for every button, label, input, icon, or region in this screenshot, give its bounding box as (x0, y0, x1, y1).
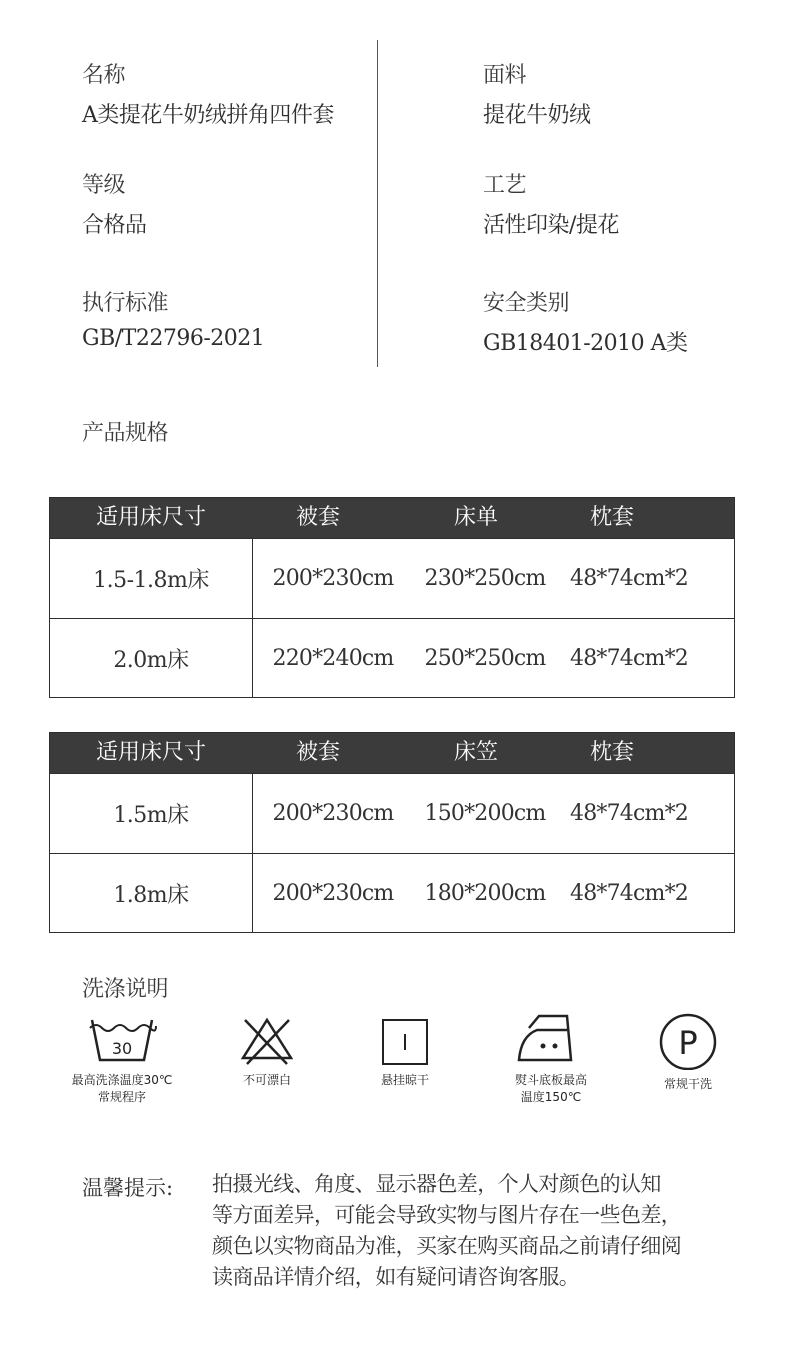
care-label: 熨斗底板最高 温度150℃ (514, 1073, 587, 1104)
fitted-sheet-cell: 180*200cm (424, 880, 546, 906)
bed-size-cell: 1.5m床 (50, 774, 253, 853)
iron-medium-icon (511, 1010, 591, 1066)
do-not-bleach-icon (231, 1010, 303, 1066)
header-sheet: 床单 (453, 505, 498, 530)
care-no-bleach (192, 1010, 342, 1089)
fabric-label: 面料 (483, 63, 527, 88)
header-bed-size: 适用床尺寸 (95, 505, 206, 530)
duvet-cell: 200*230cm (272, 880, 394, 906)
care-label: 最高洗涤温度30℃ 常规程序 (71, 1073, 173, 1104)
table-header (50, 733, 734, 773)
header-duvet: 被套 (295, 740, 340, 765)
tips-line: 颜色以实物商品为准，买家在购买商品之前请仔细阅 (212, 1234, 682, 1258)
process-label: 工艺 (483, 173, 527, 198)
header-pillowcase: 枕套 (589, 740, 634, 765)
care-dry-clean (613, 1010, 763, 1093)
dry-clean-p-icon (652, 1010, 724, 1070)
standard-value: GB/T22796-2021 (82, 326, 265, 351)
fabric-value: 提花牛奶绒 (483, 103, 591, 128)
spec-title: 产品规格 (82, 421, 169, 446)
spec-table-2 (49, 732, 735, 933)
dry-clean-letter: P (678, 1024, 698, 1062)
header-pillowcase: 枕套 (589, 505, 634, 530)
bed-size-cell: 1.8m床 (50, 854, 253, 932)
safety-label: 安全类别 (483, 291, 570, 316)
tips-body (212, 1169, 681, 1293)
bed-size-cell: 1.5-1.8m床 (50, 539, 253, 618)
pillowcase-cell: 48*74cm*2 (570, 801, 688, 826)
duvet-cell: 200*230cm (272, 801, 394, 826)
spec-table-1 (49, 497, 735, 698)
tips-line: 读商品详情介绍，如有疑问请咨询客服。 (212, 1265, 580, 1289)
safety-value: GB18401-2010 A类 (483, 331, 688, 356)
name-value: A类提花牛奶绒拼角四件套 (82, 103, 334, 128)
tips-title: 温馨提示: (82, 1176, 174, 1200)
care-label: 不可漂白 (242, 1073, 291, 1087)
process-value: 活性印染/提花 (483, 213, 619, 238)
wash-title: 洗涤说明 (82, 977, 169, 1002)
grade-label: 等级 (82, 173, 126, 198)
tips-line: 拍摄光线、角度、显示器色差，个人对颜色的认知 (212, 1172, 661, 1196)
duvet-cell: 220*240cm (272, 645, 394, 671)
bed-size-cell: 2.0m床 (50, 619, 253, 697)
grade-value: 合格品 (82, 213, 147, 238)
pillowcase-cell: 48*74cm*2 (570, 880, 688, 906)
column-divider (377, 40, 378, 367)
tips-line: 等方面差异，可能会导致实物与图片存在一些色差， (212, 1203, 682, 1227)
care-iron-150 (476, 1010, 626, 1106)
sheet-cell: 230*250cm (424, 566, 546, 591)
standard-label: 执行标准 (82, 291, 169, 316)
table-row (50, 853, 734, 932)
header-fitted-sheet: 床笠 (453, 740, 498, 765)
care-wash-30 (47, 1010, 197, 1106)
table-row (50, 538, 734, 618)
fitted-sheet-cell: 150*200cm (424, 801, 546, 826)
name-label: 名称 (82, 63, 126, 88)
duvet-cell: 200*230cm (272, 566, 394, 591)
sheet-cell: 250*250cm (424, 645, 546, 671)
line-dry-icon (369, 1010, 441, 1066)
pillowcase-cell: 48*74cm*2 (570, 566, 688, 591)
table-header (50, 498, 734, 538)
table-row (50, 618, 734, 697)
wash-temp-text: 30 (111, 1039, 133, 1058)
header-duvet: 被套 (295, 505, 340, 530)
care-line-dry (330, 1010, 480, 1089)
table-row (50, 773, 734, 853)
pillowcase-cell: 48*74cm*2 (570, 645, 688, 671)
care-label: 常规干洗 (663, 1077, 712, 1091)
header-bed-size: 适用床尺寸 (95, 740, 206, 765)
wash-tub-30-icon (86, 1010, 158, 1066)
care-label: 悬挂晾干 (380, 1073, 429, 1087)
